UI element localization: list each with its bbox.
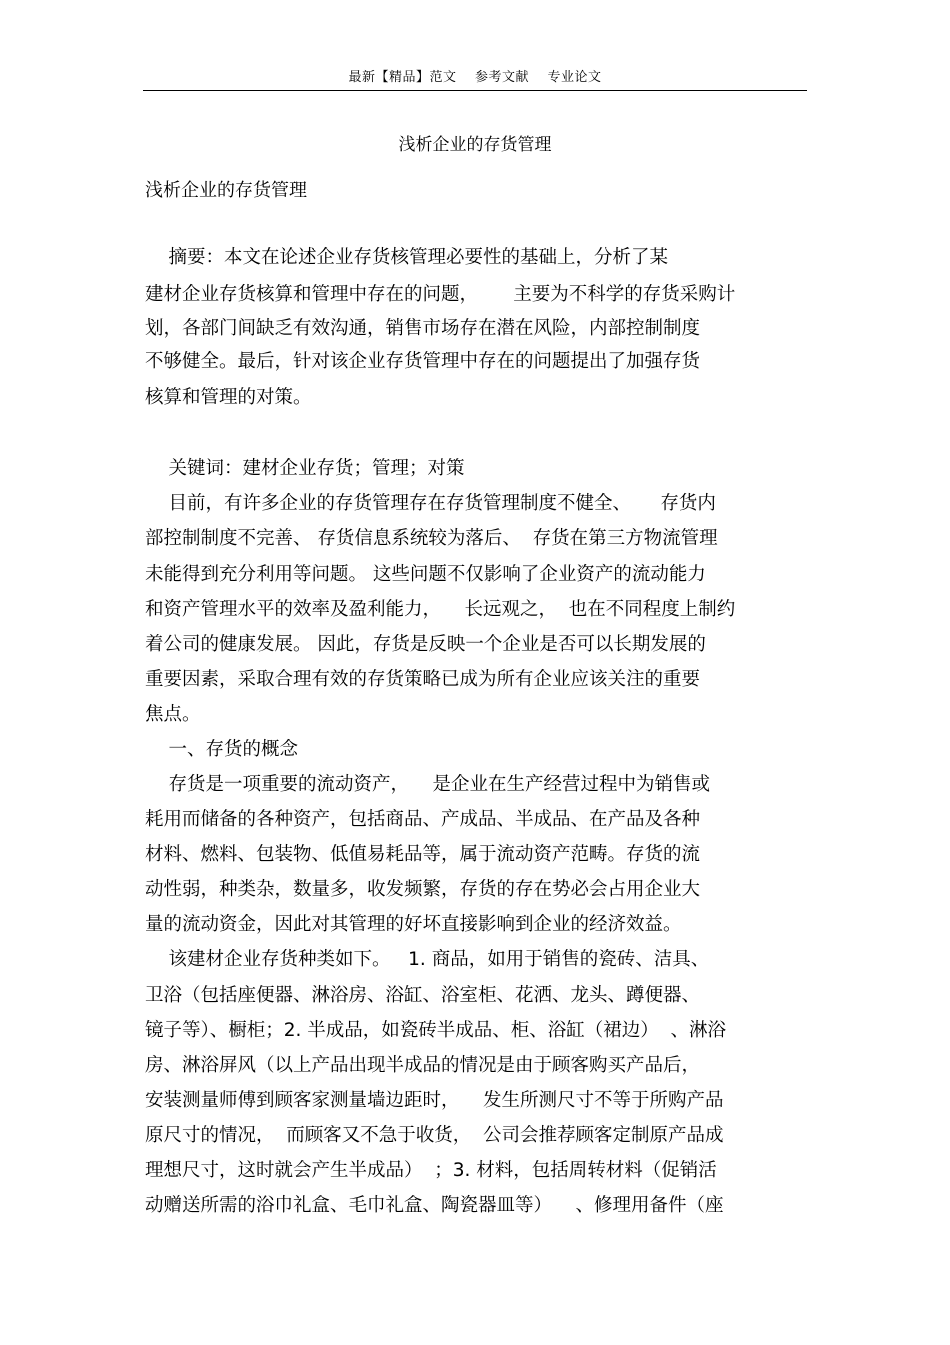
body-line: 未能得到充分利用等问题。 这些问题不仅影响了企业资产的流动能力: [145, 564, 706, 585]
body-line: 动赠送所需的浴巾礼盒、毛巾礼盒、陶瓷器皿等） 、修理用备件（座: [145, 1195, 724, 1216]
body-line: 目前，有许多企业的存货管理存在存货管理制度不健全、 存货内: [145, 493, 716, 514]
section-heading: 一、存货的概念: [145, 739, 299, 760]
abstract-line: 划，各部门间缺乏有效沟通，销售市场存在潜在风险，内部控制制度: [145, 318, 701, 339]
body-line: 量的流动资金，因此对其管理的好坏直接影响到企业的经济效益。: [145, 914, 682, 935]
header-divider: [143, 90, 807, 91]
body-line: 耗用而储备的各种资产，包括商品、产成品、半成品、在产品及各种: [145, 809, 701, 830]
keywords-line: 关键词：建材企业存货；管理；对策: [145, 458, 465, 479]
body-line: 卫浴（包括座便器、淋浴房、浴缸、浴室柜、花洒、龙头、蹲便器、: [145, 985, 701, 1006]
body-line: 焦点。: [145, 704, 201, 725]
abstract-line: 建材企业存货核算和管理中存在的问题， 主要为不科学的存货采购计: [145, 284, 736, 305]
body-line: 房、淋浴屏风（以上产品出现半成品的情况是由于顾客购买产品后，: [145, 1055, 701, 1076]
body-line: 存货是一项重要的流动资产， 是企业在生产经营过程中为销售或: [145, 774, 711, 795]
body-line: 和资产管理水平的效率及盈利能力， 长远观之， 也在不同程度上制约: [145, 599, 736, 620]
abstract-line: 不够健全。最后，针对该企业存货管理中存在的问题提出了加强存货: [145, 351, 701, 372]
abstract-line: 核算和管理的对策。: [145, 387, 312, 408]
abstract-line: 摘要：本文在论述企业存货核管理必要性的基础上，分析了某: [145, 247, 669, 268]
body-line: 理想尺寸，这时就会产生半成品） ；3. 材料，包括周转材料（促销活: [145, 1160, 717, 1181]
body-line: 部控制制度不完善、 存货信息系统较为落后、 存货在第三方物流管理: [145, 528, 718, 549]
document-subtitle: 浅析企业的存货管理: [145, 180, 307, 201]
body-line: 动性弱，种类杂，数量多，收发频繁，存货的存在势必会占用企业大: [145, 879, 701, 900]
body-line: 原尺寸的情况， 而顾客又不急于收货， 公司会推荐顾客定制原产品成: [145, 1125, 724, 1146]
body-line: 材料、燃料、包装物、低值易耗品等，属于流动资产范畴。存货的流: [145, 844, 701, 865]
body-line: 重要因素，采取合理有效的存货策略已成为所有企业应该关注的重要: [145, 669, 701, 690]
body-line: 着公司的健康发展。 因此，存货是反映一个企业是否可以长期发展的: [145, 634, 706, 655]
body-line: 安装测量师傅到顾客家测量墙边距时， 发生所测尺寸不等于所购产品: [145, 1090, 724, 1111]
document-title: 浅析企业的存货管理: [398, 135, 552, 155]
page-header: 最新【精品】范文 参考文献 专业论文: [348, 70, 602, 85]
body-line: 镜子等）、橱柜；2. 半成品，如瓷砖半成品、柜、浴缸（裙边） 、淋浴: [145, 1020, 727, 1041]
body-line: 该建材企业存货种类如下。 1. 商品，如用于销售的瓷砖、洁具、: [145, 949, 710, 970]
